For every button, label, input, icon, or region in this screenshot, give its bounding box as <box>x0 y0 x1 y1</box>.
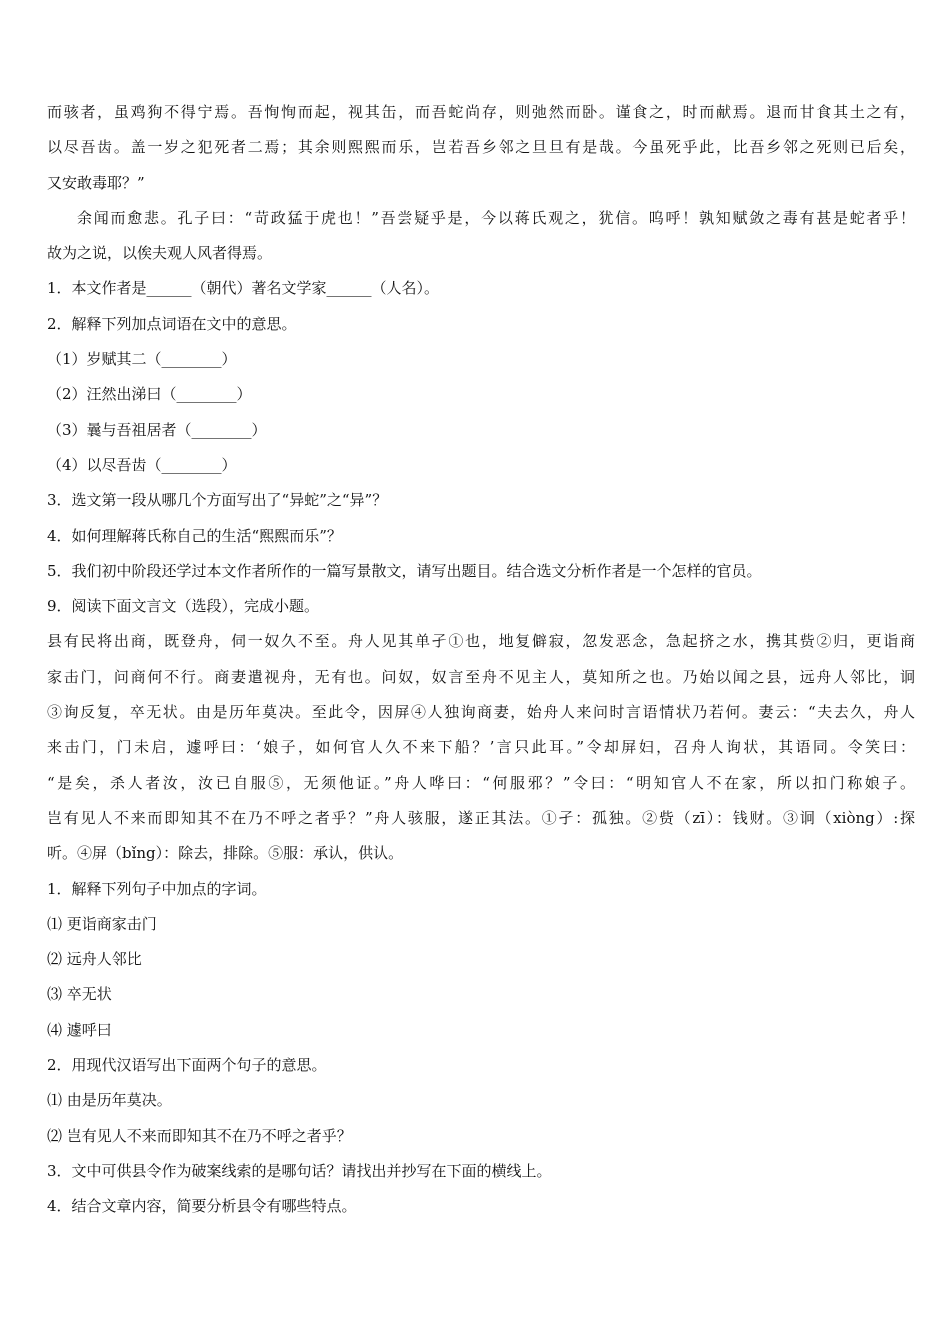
passage-line: 听。④屏（bǐng）：除去，排除。⑤服：承认，供认。 <box>47 844 404 863</box>
question: 3．选文第一段从哪几个方面写出了“异蛇”之“异”？ <box>47 491 388 510</box>
passage-line: 故为之说，以俟夫观人风者得焉。 <box>47 244 273 263</box>
sub-question: （2）汪然出涕曰（________） <box>47 385 252 404</box>
sub-question: ⑴ 更诣商家击门 <box>47 914 157 933</box>
question: 3．文中可供县令作为破案线索的是哪句话？请找出并抄写在下面的横线上。 <box>47 1161 552 1180</box>
questions-1 <box>47 271 915 624</box>
passage-line: 而骇者，虽鸡狗不得宁焉。吾恂恂而起，视其缶，而吾蛇尚存，则弛然而卧。谨食之，时而献焉。退而甘食其土之有， <box>47 103 915 121</box>
questions-2 <box>47 872 915 1225</box>
passage-line: 以尽吾齿。盖一岁之犯死者二焉；其余则熙熙而乐，岂若吾乡邻之旦旦有是哉。今虽死乎此，比吾乡邻之死则已后矣， <box>47 138 915 157</box>
question: 4．结合文章内容，简要分析县令有哪些特点。 <box>47 1197 357 1216</box>
passage-line: 余闻而愈悲。孔子曰：“苛政猛于虎也！”吾尝疑乎是，今以蒋氏观之，犹信。呜呼！孰知赋敛之毒有甚是蛇者乎！ <box>77 208 915 227</box>
question: 4．如何理解蒋氏称自己的生活“熙熙而乐”？ <box>47 526 342 545</box>
question: 1．本文作者是______（朝代）著名文学家______（人名）。 <box>47 279 440 298</box>
passage-line: 家击门，问商何不行。商妻遣视舟，无有也。问奴，奴言至舟不见主人，莫知所之也。乃始以闻之县，远舟人邻比，诇 <box>47 667 915 686</box>
passage-line: “是矣，杀人者汝，汝已自服⑤，无须他证。”舟人哗曰：“何服邪？”令曰：“明知官人不在家，所以扣门称娘子。 <box>47 773 915 792</box>
sub-question: （4）以尽吾齿（________） <box>47 455 237 474</box>
sub-question: ⑶ 卒无状 <box>47 985 112 1004</box>
document-page <box>47 95 915 1225</box>
passage-1 <box>47 95 915 271</box>
sub-question: （3）曩与吾祖居者（________） <box>47 420 267 439</box>
passage-line: 岂有见人不来而即知其不在乃不呼之者乎？”舟人骇服，遂正其法。①孑：孤独。②赀（zī）：钱财。③诇（xiòng）:探 <box>47 808 915 827</box>
sub-question: ⑵ 岂有见人不来而即知其不在乃不呼之者乎？ <box>47 1126 352 1145</box>
sub-question: ⑷ 遽呼曰 <box>47 1020 112 1039</box>
passage-line: 来击门，门未启，遽呼曰：‘娘子，如何官人久不来下船？’言只此耳。”令却屏妇，召舟人询状，其语同。令笑曰： <box>47 738 915 757</box>
question: 9．阅读下面文言文（选段），完成小题。 <box>47 597 320 616</box>
sub-question: ⑵ 远舟人邻比 <box>47 950 142 969</box>
passage-line: 县有民将出商，既登舟，伺一奴久不至。舟人见其单孑①也，地复僻寂，忽发恶念，急起挤之水，携其赀②归，更诣商 <box>47 632 915 651</box>
question: 5．我们初中阶段还学过本文作者所作的一篇写景散文，请写出题目。结合选文分析作者是一个怎样的官员。 <box>47 561 762 580</box>
question: 1．解释下列句子中加点的字词。 <box>47 879 267 898</box>
sub-question: ⑴ 由是历年莫决。 <box>47 1091 172 1110</box>
sub-question: （1）岁赋其二（________） <box>47 350 237 369</box>
question: 2．解释下列加点词语在文中的意思。 <box>47 314 297 333</box>
passage-line: ③询反复，卒无状。由是历年莫决。至此令，因屏④人独询商妻，始舟人来问时言语情状乃若何。妻云：“夫去久，舟人 <box>47 703 915 722</box>
passage-2 <box>47 624 915 871</box>
question: 2．用现代汉语写出下面两个句子的意思。 <box>47 1056 327 1075</box>
passage-line: 又安敢毒耶？” <box>47 173 145 192</box>
